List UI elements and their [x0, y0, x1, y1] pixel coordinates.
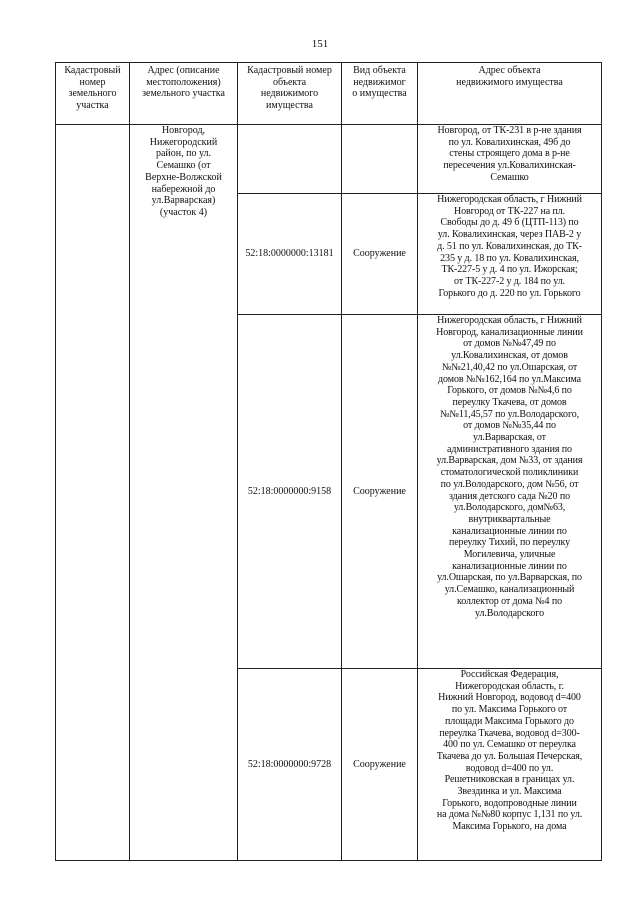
object-type-cell	[342, 125, 418, 194]
header-object-type: Вид объекта недвижимог о имущества	[342, 63, 418, 125]
object-cadastral-number-cell: 52:18:0000000:13181	[238, 194, 342, 315]
object-address-cell: Новгород, от ТК-231 в р-не здания по ул. Ковалихинская, 49б до стены строящего дома в р-не пересечения ул.Ковалихинская- Семашко	[418, 125, 602, 194]
header-object-address: Адрес объекта недвижимого имущества	[418, 63, 602, 125]
object-cadastral-number-cell	[238, 125, 342, 194]
object-address-cell: Нижегородская область, г Нижний Новгород, канализационные линии от домов №№47,49 по ул.Ковалихинская, от домов №№21,40,42 по ул.Ошарская, от домов №№162,164 по ул.Максима Горького, от домов №№4,6 по переулку Ткачева, от домов №№11,45,57 по ул.Володарского, от домов №№35,44 по ул.Варварская, от административного здания по ул.Варварская, дом №33, от здания стоматологической поликлиники по ул.Володарского, дом №56, от здания детского сада №20 по ул.Володарского, дом№63, внутриквартальные канализационные линии по переулку Тихий, по переулку Могилевича, уличные канализационные линии по ул.Ошарская, по ул.Варварская, по ул.Семашко, канализационный коллектор от дома №4 по ул.Володарского	[418, 315, 602, 669]
object-type-cell: Сооружение	[342, 194, 418, 315]
land-address-cell: Новгород, Нижегородский район, по ул. Семашко (от Верхне-Волжской набережной до ул.Варварская) (участок 4)	[130, 125, 238, 861]
table-row	[56, 125, 602, 194]
object-cadastral-number-cell: 52:18:0000000:9158	[238, 315, 342, 669]
object-type-cell: Сооружение	[342, 315, 418, 669]
object-address-cell: Нижегородская область, г Нижний Новгород от ТК-227 на пл. Свободы до д. 49 б (ЦТП-113) по ул. Ковалихинская, через ПАВ-2 у д. 51 по ул. Ковалихинская, до ТК- 235 у д. 18 по ул. Ковалихинская, ТК-227-5 у д. 4 по ул. Ижорская; от ТК-227-2 у д. 184 по ул. Горького до д. 220 по ул. Горького	[418, 194, 602, 315]
land-cadastral-number-cell	[56, 125, 130, 861]
header-land-cadastral-number: Кадастровый номер земельного участка	[56, 63, 130, 125]
object-address-cell: Российская Федерация, Нижегородская область, г. Нижний Новгород, водовод d=400 по ул. Максима Горького от площади Максима Горького до переулка Ткачева, водовод d=300- 400 по ул. Семашко от переулка Ткачева до ул. Большая Печерская, водовод d=400 по ул. Решетниковская в границах ул. Звездинка и ул. Максима Горького, водопроводные линии на дома №№80 корпус 1,131 по ул. Максима Горького, на дома	[418, 669, 602, 861]
object-cadastral-number-cell: 52:18:0000000:9728	[238, 669, 342, 861]
property-register-table	[55, 62, 602, 861]
object-type-cell: Сооружение	[342, 669, 418, 861]
page-number: 151	[311, 38, 329, 50]
header-land-address: Адрес (описание местоположения) земельного участка	[130, 63, 238, 125]
table-header-row	[56, 63, 602, 125]
header-object-cadastral-number: Кадастровый номер объекта недвижимого имущества	[238, 63, 342, 125]
